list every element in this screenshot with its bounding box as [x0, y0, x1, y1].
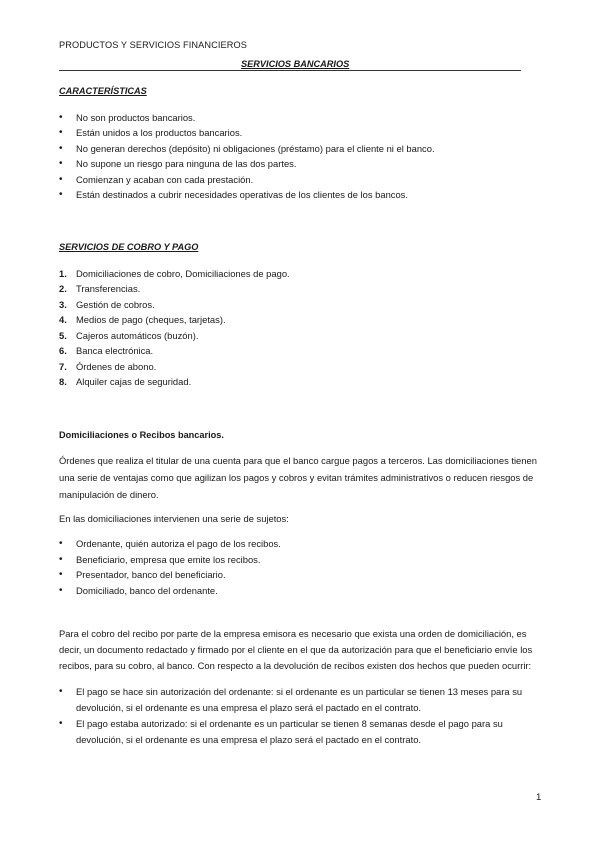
list-item: • Beneficiario, empresa que emite los recibos.: [59, 552, 544, 568]
list-item: • Ordenante, quién autoriza el pago de los recibos.: [59, 536, 544, 552]
hechos-list: [59, 684, 544, 748]
servicios-section: [59, 240, 544, 390]
domiciliaciones-section: [59, 428, 544, 748]
list-item: • El pago se hace sin autorización del ordenante: si el ordenante es un particular se tienen 13 meses para su devolución, si el ordenante es una empresa el plazo será el pactado en el contrato.: [59, 684, 544, 716]
item-text: Cajeros automáticos (buzón).: [76, 329, 199, 341]
item-text: Banca electrónica.: [76, 345, 154, 356]
page-number: 1: [536, 792, 542, 803]
item-text: Domiciliaciones de cobro, Domiciliaciones de pago.: [76, 267, 290, 279]
list-item: [59, 328, 544, 344]
list-item: • Están destinados a cubrir necesidades operativas de los clientes de los bancos.: [59, 187, 544, 203]
item-number: 6.: [59, 345, 67, 356]
list-item: • Domiciliado, banco del ordenante.: [59, 583, 544, 599]
list-item: • Comienzan y acaban con cada prestación.: [59, 172, 544, 188]
list-item: • No son productos bancarios.: [59, 110, 544, 126]
caracteristicas-list: [59, 110, 544, 203]
item-number: 7.: [59, 360, 67, 372]
list-item: [59, 374, 544, 390]
item-text: Gestión de cobros.: [76, 298, 155, 310]
servicios-list: [59, 266, 544, 390]
title-rule: [59, 56, 521, 71]
item-number: 5.: [59, 329, 67, 341]
domiciliaciones-heading: Domiciliaciones o Recibos bancarios.: [59, 430, 224, 440]
sujetos-list: [59, 536, 544, 598]
servicios-heading: SERVICIOS DE COBRO Y PAGO: [59, 242, 199, 252]
list-item: [59, 266, 544, 282]
item-number: 4.: [59, 314, 67, 325]
item-text: Transferencias.: [76, 283, 141, 294]
item-number: 3.: [59, 298, 67, 310]
item-number: 1.: [59, 267, 67, 279]
paragraph: En las domiciliaciones intervienen una serie de sujetos:: [59, 512, 289, 524]
list-item: • No generan derechos (depósito) ni obligaciones (préstamo) para el cliente ni el banco.: [59, 141, 544, 157]
list-item: [59, 297, 544, 313]
paragraph: Órdenes que realiza el titular de una cuenta para que el banco cargue pagos a terceros. Las domiciliaciones tienen una serie de ventajas como que agilizan los pagos y cobros y evitan trámites administrativos o reducen riesgos de manipulación de dinero.: [59, 454, 537, 500]
list-item: [59, 359, 544, 375]
paragraph: Para el cobro del recibo por parte de la empresa emisora es necesario que exista una orden de domiciliación, es decir, un documento redactado y firmado por el cliente en el que da autorización para que el beneficiario envíe los recibos, para su cobro, al banco. Con respecto a la devolución de recibos existen dos hechos que pueden ocurrir:: [59, 628, 533, 671]
item-number: 8.: [59, 376, 67, 387]
list-item: [59, 281, 544, 297]
caracteristicas-heading: CARACTERÍSTICAS: [59, 86, 147, 96]
list-item: [59, 343, 544, 359]
list-item: • Presentador, banco del beneficiario.: [59, 567, 544, 583]
caracteristicas-section: [59, 84, 544, 203]
list-item: • Están unidos a los productos bancarios.: [59, 125, 544, 141]
document-title: SERVICIOS BANCARIOS: [241, 59, 350, 69]
item-number: 2.: [59, 283, 67, 294]
page-header: PRODUCTOS Y SERVICIOS FINANCIEROS: [59, 40, 247, 50]
item-text: Alquiler cajas de seguridad.: [76, 376, 192, 387]
item-text: Órdenes de abono.: [76, 360, 157, 372]
list-item: • No supone un riesgo para ninguna de las dos partes.: [59, 156, 544, 172]
list-item: [59, 312, 544, 328]
list-item: • El pago estaba autorizado: si el ordenante es un particular se tienen 8 semanas desde el pago para su devolución, si el ordenante es una empresa el plazo será el pactado en el contrato.: [59, 716, 544, 748]
item-text: Medios de pago (cheques, tarjetas).: [76, 314, 226, 325]
